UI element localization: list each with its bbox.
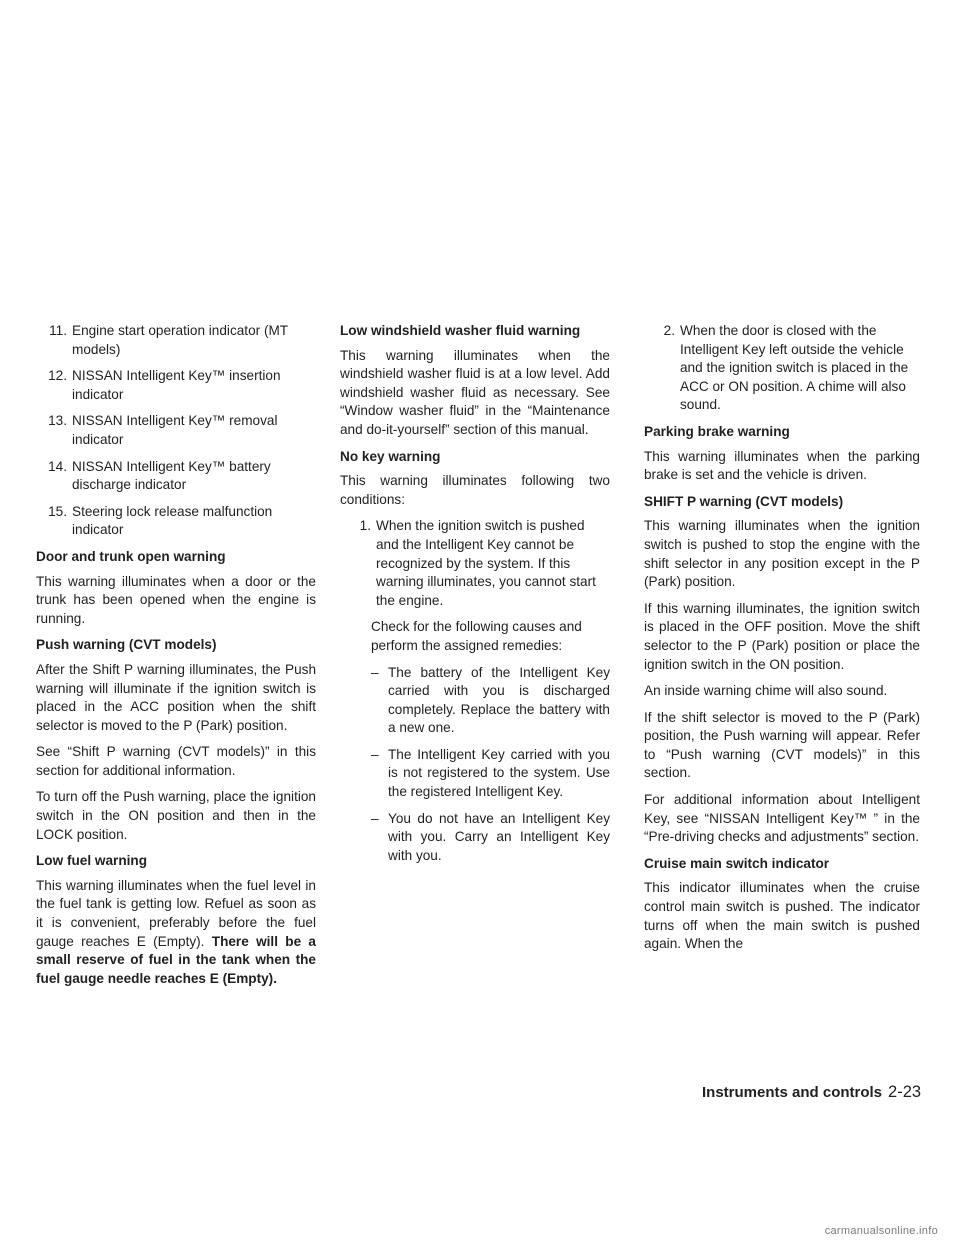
section-heading: No key warning <box>340 448 441 464</box>
paragraph: After the Shift P warning illuminates, the Push warning will illuminate if the ignition switch is placed in the ACC position when the shift selector is moved to the P (Park) position. <box>36 661 316 733</box>
dash-mark: – <box>371 746 379 762</box>
list-item <box>36 412 316 449</box>
page-number: 2-23 <box>888 1083 922 1101</box>
list-item <box>340 517 610 610</box>
section-heading: SHIFT P warning (CVT models) <box>644 493 844 509</box>
dash-item <box>371 810 610 866</box>
paragraph: This indicator illuminates when the cruise control main switch is pushed. The indicator turns off when the main switch is pushed again. When the <box>644 880 920 952</box>
list-text: NISSAN Intelligent Key™ removal indicator <box>72 413 278 447</box>
dash-text: The Intelligent Key carried with you is not registered to the system. Use the registered Intelligent Key. <box>388 746 610 800</box>
list-number: 15. <box>48 503 67 519</box>
paragraph: This warning illuminates when the parking brake is set and the vehicle is driven. <box>644 448 920 483</box>
paragraph: If the shift selector is moved to the P (Park) position, the Push warning will appear. Refer to “Push warning (CVT models)” in this section. <box>644 709 920 781</box>
list-number: 1. <box>359 518 371 534</box>
list-item <box>36 367 316 404</box>
list-item <box>36 458 316 495</box>
list-text: NISSAN Intelligent Key™ insertion indicator <box>72 368 281 402</box>
watermark: carmanualsonline.info <box>824 1225 938 1237</box>
list-item <box>36 503 316 540</box>
paragraph: This warning illuminates following two conditions: <box>340 473 610 507</box>
section-heading: Door and trunk open warning <box>36 548 226 564</box>
list-text: NISSAN Intelligent Key™ battery discharge indicator <box>72 458 271 493</box>
section-heading: Cruise main switch indicator <box>644 855 830 871</box>
list-item <box>644 322 920 415</box>
paragraph: This warning illuminates when the ignition switch is pushed to stop the engine with the shift selector in any position except in the P (Park) position. <box>644 518 920 590</box>
paragraph: This warning illuminates when a door or the trunk has been opened when the engine is running. <box>36 573 316 626</box>
fuel-bold-note: There will be a small reserve of fuel in the tank when the fuel gauge needle reaches E (Empty). <box>36 933 316 986</box>
list-number: 12. <box>48 368 67 384</box>
column-left <box>36 322 316 996</box>
paragraph: See “Shift P warning (CVT models)” in this section for additional information. <box>36 744 316 778</box>
section-heading: Parking brake warning <box>644 423 790 439</box>
column-right <box>644 322 920 962</box>
paragraph: For additional information about Intelligent Key, see “NISSAN Intelligent Key™ ” in the “Pre-driving checks and adjustments” section. <box>644 792 920 845</box>
list-number: 2. <box>663 323 675 338</box>
column-middle <box>340 322 610 873</box>
list-item <box>36 322 316 359</box>
list-text: When the door is closed with the Intelligent Key left outside the vehicle and the ignition switch is placed in the ACC or ON position. A chime will also sound. <box>680 323 909 413</box>
paragraph: Check for the following causes and perform the assigned remedies: <box>371 619 582 653</box>
dash-item <box>371 746 610 802</box>
page-footer <box>702 1083 921 1103</box>
paragraph: An inside warning chime will also sound. <box>644 683 888 699</box>
paragraph: If this warning illuminates, the ignition switch is placed in the OFF position. Move the shift selector to the P (Park) position or place the ignition switch in the ON position. <box>644 600 920 672</box>
list-number: 14. <box>48 458 67 474</box>
paragraph: This warning illuminates when the windshield washer fluid is at a low level. Add windshield washer fluid as necessary. See “Window washer fluid” in the “Maintenance and do-it-yourself” section of this manual. <box>340 347 610 437</box>
list-text: Steering lock release malfunction indicator <box>72 503 273 538</box>
dash-mark: – <box>371 664 379 680</box>
section-heading: Low windshield washer fluid warning <box>340 323 581 338</box>
dash-text: You do not have an Intelligent Key with you. Carry an Intelligent Key with you. <box>388 810 610 863</box>
list-subcontent <box>340 618 610 865</box>
fuel-text: This warning illuminates when the fuel level in the fuel tank is getting low. Refuel as soon as it is convenient, preferably before the fuel gauge reaches E (Empty). <box>36 877 316 949</box>
paragraph: To turn off the Push warning, place the ignition switch in the ON position and then in the LOCK position. <box>36 789 316 842</box>
dash-item <box>371 664 610 738</box>
list-text: When the ignition switch is pushed and the Intelligent Key cannot be recognized by the system. If this warning illuminates, you cannot start the engine. <box>376 518 596 608</box>
list-number: 11. <box>49 323 67 338</box>
list-text: Engine start operation indicator (MT models) <box>72 323 288 357</box>
paragraph <box>36 877 316 989</box>
dash-mark: – <box>371 810 379 826</box>
dash-text: The battery of the Intelligent Key carried with you is discharged completely. Replace the battery with a new one. <box>388 664 610 736</box>
list-number: 13. <box>48 413 67 429</box>
section-heading: Low fuel warning <box>36 853 148 869</box>
section-heading: Push warning (CVT models) <box>36 637 217 653</box>
section-title: Instruments and controls <box>702 1084 883 1101</box>
